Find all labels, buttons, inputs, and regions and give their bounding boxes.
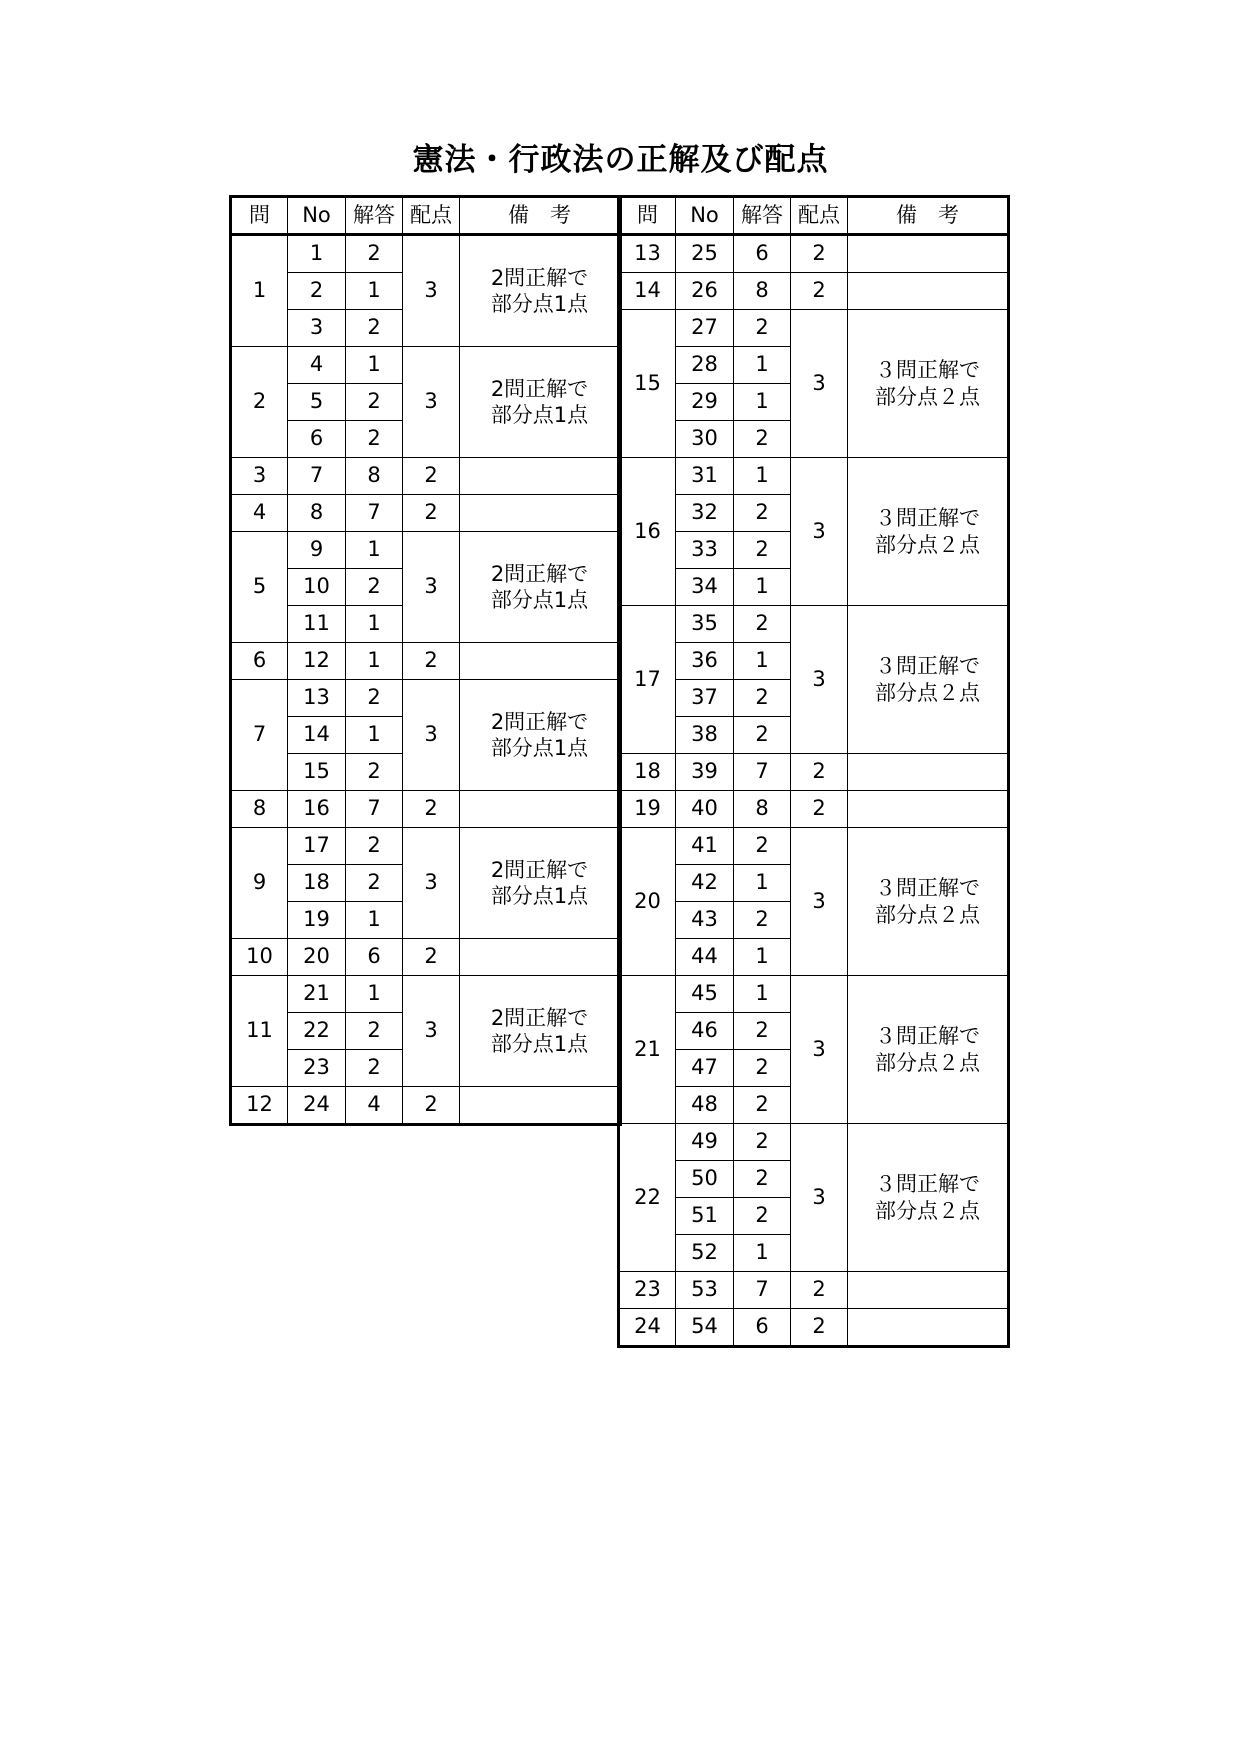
item-number: 19 (288, 902, 346, 939)
remarks-cell (848, 1124, 1009, 1272)
remarks-cell (460, 939, 621, 976)
table-row (619, 1309, 1009, 1347)
header-question: 問 (619, 197, 676, 235)
answer-value: 2 (346, 235, 403, 273)
remarks-line: 部分点２点 (875, 680, 980, 705)
remarks-cell (848, 828, 1009, 976)
table-row (231, 680, 621, 717)
question-number: 15 (619, 310, 676, 458)
item-number: 49 (676, 1124, 734, 1161)
item-number: 5 (288, 384, 346, 421)
points-value: 3 (791, 976, 848, 1124)
item-number: 12 (288, 643, 346, 680)
table-row (619, 606, 1009, 643)
question-number: 8 (231, 791, 288, 828)
answer-value: 1 (734, 347, 791, 384)
item-number: 26 (676, 273, 734, 310)
item-number: 23 (288, 1050, 346, 1087)
item-number: 7 (288, 458, 346, 495)
answer-value: 7 (734, 1272, 791, 1309)
points-value: 2 (403, 939, 460, 976)
remarks-line: 2問正解で (490, 265, 589, 290)
header-no: No (288, 197, 346, 235)
answer-value: 2 (734, 495, 791, 532)
points-value: 3 (791, 606, 848, 754)
item-number: 40 (676, 791, 734, 828)
page-title: 憲法・行政法の正解及び配点 (412, 142, 829, 178)
remarks-cell (848, 273, 1009, 310)
item-number: 24 (288, 1087, 346, 1125)
remarks-line: 部分点２点 (875, 1198, 980, 1223)
remarks-cell (848, 1309, 1009, 1347)
table-row (619, 273, 1009, 310)
answer-value: 2 (346, 865, 403, 902)
answer-value: 2 (734, 1013, 791, 1050)
item-number: 46 (676, 1013, 734, 1050)
table-row (231, 828, 621, 865)
points-value: 2 (403, 1087, 460, 1125)
points-value: 2 (791, 235, 848, 273)
points-value: 2 (403, 791, 460, 828)
remarks-line: 部分点1点 (490, 403, 589, 427)
header-question: 問 (231, 197, 288, 235)
remarks-line: 部分点1点 (490, 1032, 589, 1056)
answer-value: 1 (346, 347, 403, 384)
question-number: 11 (231, 976, 288, 1087)
answer-value: 2 (346, 1050, 403, 1087)
answer-value: 7 (346, 791, 403, 828)
answer-value: 4 (346, 1087, 403, 1125)
question-number: 17 (619, 606, 676, 754)
remarks-line: ３問正解で (875, 654, 980, 679)
points-value: 3 (791, 1124, 848, 1272)
remarks-line: 部分点２点 (875, 532, 980, 557)
answer-value: 1 (734, 643, 791, 680)
item-number: 38 (676, 717, 734, 754)
points-value: 2 (403, 458, 460, 495)
table-row (231, 791, 621, 828)
header-points: 配点 (791, 197, 848, 235)
score-table-left (229, 195, 622, 1126)
remarks-line: 部分点1点 (490, 292, 589, 316)
question-number: 16 (619, 458, 676, 606)
points-value: 3 (791, 828, 848, 976)
answer-value: 1 (734, 939, 791, 976)
table-row (231, 643, 621, 680)
remarks-line: 部分点２点 (875, 1050, 980, 1075)
item-number: 8 (288, 495, 346, 532)
remarks-line: 部分点２点 (875, 384, 980, 409)
remarks-line: 2問正解で (490, 709, 589, 734)
item-number: 17 (288, 828, 346, 865)
answer-value: 2 (346, 421, 403, 458)
answer-value: 2 (346, 828, 403, 865)
item-number: 52 (676, 1235, 734, 1272)
table-row (231, 939, 621, 976)
answer-value: 2 (734, 1198, 791, 1235)
table-row (231, 347, 621, 384)
answer-value: 6 (346, 939, 403, 976)
remarks-cell (460, 976, 621, 1087)
answer-value: 1 (346, 976, 403, 1013)
item-number: 34 (676, 569, 734, 606)
answer-value: 1 (346, 606, 403, 643)
header-no: No (676, 197, 734, 235)
item-number: 42 (676, 865, 734, 902)
answer-value: 2 (734, 902, 791, 939)
item-number: 30 (676, 421, 734, 458)
item-number: 54 (676, 1309, 734, 1347)
answer-value: 7 (346, 495, 403, 532)
header-remarks: 備 考 (460, 197, 621, 235)
table-row (619, 791, 1009, 828)
points-value: 2 (403, 495, 460, 532)
answer-value: 6 (734, 235, 791, 273)
question-number: 6 (231, 643, 288, 680)
item-number: 29 (676, 384, 734, 421)
answer-value: 2 (734, 421, 791, 458)
question-number: 7 (231, 680, 288, 791)
item-number: 31 (676, 458, 734, 495)
points-value: 3 (791, 310, 848, 458)
points-value: 3 (403, 235, 460, 347)
answer-value: 7 (734, 754, 791, 791)
answer-value: 2 (734, 1161, 791, 1198)
question-number: 10 (231, 939, 288, 976)
remarks-cell (460, 235, 621, 347)
item-number: 16 (288, 791, 346, 828)
question-number: 5 (231, 532, 288, 643)
remarks-line: 部分点1点 (490, 884, 589, 908)
answer-value: 1 (734, 569, 791, 606)
header-row (619, 197, 1009, 235)
answer-value: 1 (346, 902, 403, 939)
item-number: 13 (288, 680, 346, 717)
item-number: 1 (288, 235, 346, 273)
table-row (619, 754, 1009, 791)
item-number: 50 (676, 1161, 734, 1198)
remarks-cell (848, 310, 1009, 458)
table-row (231, 495, 621, 532)
remarks-cell (460, 1087, 621, 1125)
table-row (231, 458, 621, 495)
remarks-cell (848, 976, 1009, 1124)
points-value: 3 (403, 976, 460, 1087)
item-number: 10 (288, 569, 346, 606)
points-value: 2 (791, 273, 848, 310)
question-number: 14 (619, 273, 676, 310)
remarks-cell (848, 754, 1009, 791)
item-number: 47 (676, 1050, 734, 1087)
item-number: 51 (676, 1198, 734, 1235)
item-number: 35 (676, 606, 734, 643)
item-number: 41 (676, 828, 734, 865)
remarks-cell (460, 680, 621, 791)
remarks-line: 部分点２点 (875, 902, 980, 927)
score-table-right (617, 195, 1010, 1348)
item-number: 11 (288, 606, 346, 643)
answer-value: 2 (346, 384, 403, 421)
remarks-line: 2問正解で (490, 561, 589, 586)
remarks-line: ３問正解で (875, 1024, 980, 1049)
item-number: 15 (288, 754, 346, 791)
item-number: 39 (676, 754, 734, 791)
item-number: 32 (676, 495, 734, 532)
remarks-cell (848, 1272, 1009, 1309)
remarks-line: 部分点1点 (490, 588, 589, 612)
points-value: 2 (791, 1272, 848, 1309)
remarks-line: 2問正解で (490, 857, 589, 882)
points-value: 2 (791, 791, 848, 828)
item-number: 53 (676, 1272, 734, 1309)
remarks-cell (460, 791, 621, 828)
item-number: 6 (288, 421, 346, 458)
question-number: 3 (231, 458, 288, 495)
question-number: 20 (619, 828, 676, 976)
item-number: 21 (288, 976, 346, 1013)
question-number: 24 (619, 1309, 676, 1347)
remarks-cell (460, 532, 621, 643)
points-value: 2 (403, 643, 460, 680)
item-number: 18 (288, 865, 346, 902)
item-number: 28 (676, 347, 734, 384)
question-number: 19 (619, 791, 676, 828)
points-value: 3 (403, 680, 460, 791)
answer-value: 2 (734, 1050, 791, 1087)
item-number: 36 (676, 643, 734, 680)
answer-value: 1 (734, 976, 791, 1013)
answer-value: 1 (346, 273, 403, 310)
item-number: 44 (676, 939, 734, 976)
answer-value: 2 (346, 310, 403, 347)
answer-value: 1 (734, 1235, 791, 1272)
remarks-cell (460, 495, 621, 532)
answer-value: 1 (346, 717, 403, 754)
item-number: 3 (288, 310, 346, 347)
question-number: 13 (619, 235, 676, 273)
table-row (619, 235, 1009, 273)
remarks-line: ３問正解で (875, 876, 980, 901)
answer-value: 2 (346, 1013, 403, 1050)
remarks-line: ３問正解で (875, 1172, 980, 1197)
question-number: 2 (231, 347, 288, 458)
answer-value: 2 (734, 606, 791, 643)
score-rows (231, 235, 621, 1125)
remarks-cell (460, 347, 621, 458)
question-number: 22 (619, 1124, 676, 1272)
points-value: 2 (791, 754, 848, 791)
header-answer: 解答 (734, 197, 791, 235)
table-row (231, 976, 621, 1013)
header-row (231, 197, 621, 235)
table-row (619, 976, 1009, 1013)
answer-value: 2 (734, 717, 791, 754)
header-remarks: 備 考 (848, 197, 1009, 235)
remarks-line: 部分点1点 (490, 736, 589, 760)
question-number: 18 (619, 754, 676, 791)
points-value: 3 (791, 458, 848, 606)
answer-value: 1 (346, 532, 403, 569)
answer-value: 8 (346, 458, 403, 495)
item-number: 37 (676, 680, 734, 717)
remarks-cell (460, 828, 621, 939)
remarks-cell (460, 643, 621, 680)
question-number: 9 (231, 828, 288, 939)
answer-value: 2 (346, 754, 403, 791)
points-value: 3 (403, 532, 460, 643)
answer-value: 2 (346, 569, 403, 606)
item-number: 25 (676, 235, 734, 273)
points-value: 3 (403, 828, 460, 939)
answer-value: 1 (734, 458, 791, 495)
table-row (231, 235, 621, 273)
answer-value: 8 (734, 273, 791, 310)
answer-value: 8 (734, 791, 791, 828)
question-number: 1 (231, 235, 288, 347)
item-number: 43 (676, 902, 734, 939)
table-row (619, 458, 1009, 495)
answer-value: 2 (734, 828, 791, 865)
answer-value: 2 (346, 680, 403, 717)
remarks-line: ３問正解で (875, 506, 980, 531)
question-number: 4 (231, 495, 288, 532)
table-row (231, 532, 621, 569)
item-number: 14 (288, 717, 346, 754)
item-number: 2 (288, 273, 346, 310)
table-row (619, 828, 1009, 865)
question-number: 21 (619, 976, 676, 1124)
remarks-cell (848, 458, 1009, 606)
item-number: 20 (288, 939, 346, 976)
table-row (619, 1272, 1009, 1309)
answer-value: 6 (734, 1309, 791, 1347)
header-answer: 解答 (346, 197, 403, 235)
answer-value: 2 (734, 310, 791, 347)
answer-value: 1 (734, 865, 791, 902)
remarks-cell (848, 606, 1009, 754)
header-points: 配点 (403, 197, 460, 235)
answer-value: 2 (734, 532, 791, 569)
item-number: 22 (288, 1013, 346, 1050)
remarks-cell (848, 235, 1009, 273)
answer-value: 1 (346, 643, 403, 680)
item-number: 45 (676, 976, 734, 1013)
item-number: 27 (676, 310, 734, 347)
item-number: 4 (288, 347, 346, 384)
remarks-cell (848, 791, 1009, 828)
item-number: 9 (288, 532, 346, 569)
remarks-line: 2問正解で (490, 376, 589, 401)
remarks-line: 2問正解で (490, 1005, 589, 1030)
remarks-line: ３問正解で (875, 358, 980, 383)
item-number: 48 (676, 1087, 734, 1124)
answer-value: 2 (734, 1124, 791, 1161)
remarks-cell (460, 458, 621, 495)
answer-value: 2 (734, 1087, 791, 1124)
table-row (619, 1124, 1009, 1161)
question-number: 12 (231, 1087, 288, 1125)
table-row (619, 310, 1009, 347)
points-value: 3 (403, 347, 460, 458)
item-number: 33 (676, 532, 734, 569)
table-row (231, 1087, 621, 1125)
score-rows (619, 235, 1009, 1347)
answer-value: 1 (734, 384, 791, 421)
question-number: 23 (619, 1272, 676, 1309)
points-value: 2 (791, 1309, 848, 1347)
answer-value: 2 (734, 680, 791, 717)
